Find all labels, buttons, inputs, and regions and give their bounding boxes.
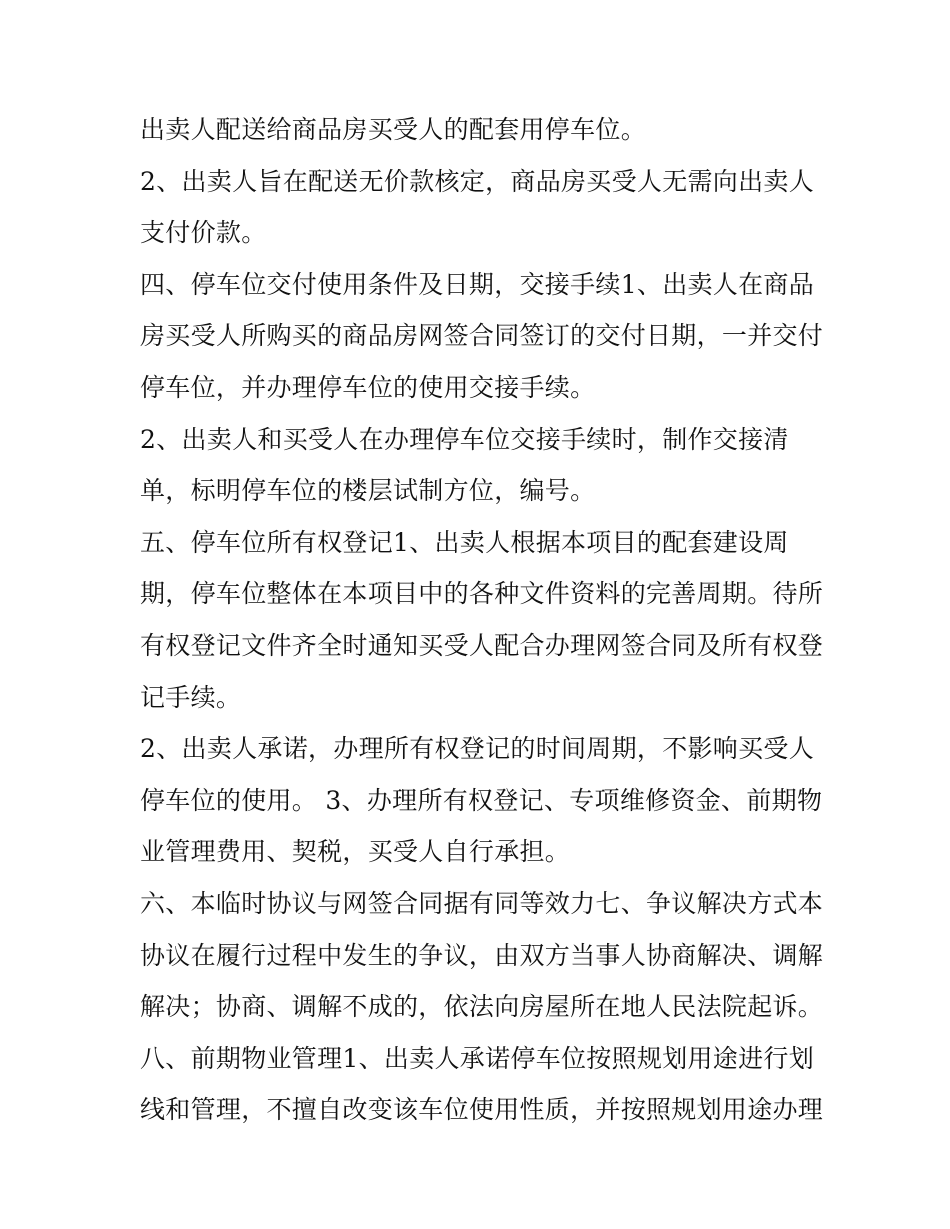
text-line: 四、停车位交付使用条件及日期，交接手续1、出卖人在商品 [140,269,815,299]
text-line: 八、前期物业管理1、出卖人承诺停车位按照规划用途进行划 [140,1043,815,1073]
text-line: 出卖人配送给商品房买受人的配套用停车位。 [140,115,647,144]
text-line: 期，停车位整体在本项目中的各种文件资料的完善周期。待所 [140,579,824,609]
text-line: 支付价款。 [140,218,267,248]
text-line: 停车位，并办理停车位的使用交接手续。 [140,372,596,402]
text-line: 业管理费用、契税，买受人自行承担。 [140,837,571,867]
text-line: 2、出卖人旨在配送无价款核定，商品房买受人无需向出卖人 [140,166,815,196]
text-line: 有权登记文件齐全时通知买受人配合办理网签合同及所有权登 [140,630,824,660]
text-line: 单，标明停车位的楼层试制方位，编号。 [140,476,596,506]
text-line: 2、出卖人和买受人在办理停车位交接手续时，制作交接清 [140,424,789,454]
text-line: 线和管理，不擅自改变该车位使用性质，并按照规划用途办理 [140,1095,824,1125]
document-body [140,104,830,1136]
text-line: 停车位的使用。 3、办理所有权登记、专项维修资金、前期物 [140,785,823,815]
text-line: 协议在履行过程中发生的争议，由双方当事人协商解决、调解 [140,940,824,970]
text-line: 六、本临时协议与网签合同据有同等效力七、争议解决方式本 [140,888,824,918]
text-line: 记手续。 [140,682,242,712]
text-line: 2、出卖人承诺，办理所有权登记的时间周期，不影响买受人 [140,734,815,764]
text-line: 房买受人所购买的商品房网签合同签订的交付日期，一并交付 [140,321,824,351]
text-line: 五、停车位所有权登记1、出卖人根据本项目的配套建设周 [140,527,789,557]
text-line: 解决；协商、调解不成的，依法向房屋所在地人民法院起诉。 [140,992,824,1022]
